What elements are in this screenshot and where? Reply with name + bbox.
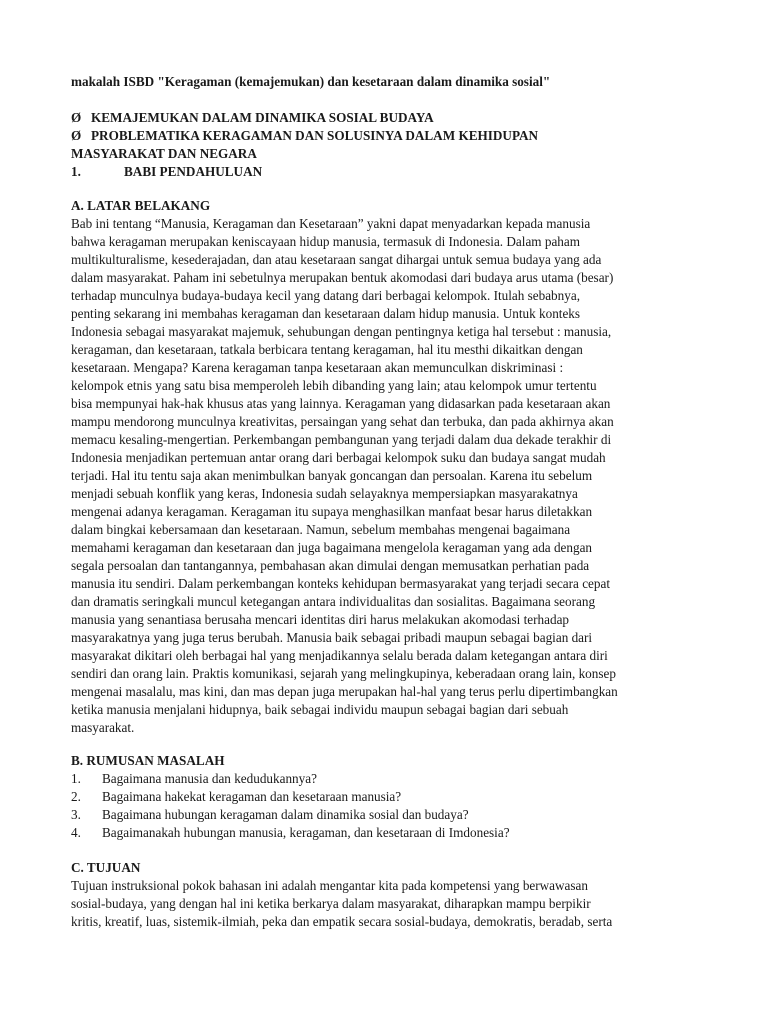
list-item-number: 1. (71, 771, 81, 786)
paragraph-line: terjadi. Hal itu tentu saja akan menimbulkan banyak goncangan dan persoalan. Karena itu sebelum (71, 468, 593, 483)
list-item (71, 824, 701, 842)
section-c-heading: C. TUJUAN (71, 860, 141, 875)
paragraph-line: ketika manusia menjalani hidupnya, baik sebagai individu maupun sebagai bagian dari sebuah (71, 702, 569, 717)
bullet-icon: Ø (71, 110, 82, 125)
chapter-number: 1. (71, 164, 81, 179)
outline-item-text: KEMAJEMUKAN DALAM DINAMIKA SOSIAL BUDAYA (91, 110, 434, 125)
list-item-text: Bagaimana hubungan keragaman dalam dinamika sosial dan budaya? (102, 807, 469, 822)
list-item-text: Bagaimana manusia dan kedudukannya? (102, 771, 317, 786)
paragraph-line: manusia yang senantiasa berusaha mencari identitas diri harus melakukan akomodasi terhadap (71, 612, 570, 627)
paragraph-line: manusia itu sendiri. Dalam perkembangan konteks kehidupan bermasyarakat yang terjadi secara cepat (71, 576, 611, 591)
outline-item (71, 127, 701, 145)
paragraph-line: dan dramatis seringkali muncul ketegangan antara individualitas dan sosialitas. Bagaimana seorang (71, 594, 596, 609)
outline-item-text: PROBLEMATIKA KERAGAMAN DAN SOLUSINYA DALAM KEHIDUPAN (91, 128, 539, 143)
chapter-title: BABI PENDAHULUAN (124, 164, 263, 179)
paragraph-line: penting sekarang ini membahas keragaman dan kesetaraan dalam hidup manusia. Untuk konteks (71, 306, 581, 321)
list-item-number: 2. (71, 789, 81, 804)
paragraph-line: kritis, kreatif, luas, sistemik-ilmiah, peka dan empatik secara sosial-budaya, demokratis, beradab, serta (71, 914, 613, 929)
paragraph-line: sendiri dan orang lain. Praktis komunikasi, sejarah yang melingkupinya, keberadaan orang lain, konsep (71, 666, 616, 681)
outline-list (71, 109, 701, 181)
paragraph-line: dalam masyarakat. Paham ini sebetulnya merupakan bentuk akomodasi dari budaya arus utama (besar) (71, 270, 614, 285)
paragraph-line: memahami keragaman dan kesetaraan dan juga bagaimana mengelola keragaman yang ada dengan (71, 540, 593, 555)
chapter-heading (71, 163, 701, 181)
paragraph-line: memacu kesaling-mengertian. Perkembangan pembangunan yang terjadi dalam dua dekade terakhir di (71, 432, 612, 447)
list-item (71, 770, 701, 788)
list-item (71, 806, 701, 824)
paragraph-line: masyarakat dikitari oleh berbagai hal yang menjadikannya selalu berada dalam ketegangan antara diri (71, 648, 608, 663)
paragraph-line: menjadi sebuah konflik yang keras, Indonesia sudah selayaknya mempersiapkan masyarakatnya (71, 486, 578, 501)
list-item-number: 3. (71, 807, 81, 822)
paragraph-line: kelompok etnis yang satu bisa memperoleh lebih dibanding yang lain; atau kelompok umur tertentu (71, 378, 597, 393)
section-a-body (71, 215, 701, 737)
paragraph-line: mengenai adanya keragaman. Keragaman itu supaya menghasilkan manfaat besar harus diletakkan (71, 504, 593, 519)
paragraph-line: dalam bingkai kebersamaan dan kesetaraan. Namun, sebelum membahas mengenai bagaimana (71, 522, 571, 537)
paragraph-line: mampu mendorong munculnya kreativitas, persaingan yang sehat dan terbuka, dan pada akhirnya akan (71, 414, 614, 429)
section-c-body (71, 877, 701, 931)
paragraph-line: multikulturalisme, kesederajadan, dan atau kesetaraan sangat dihargai untuk semua budaya yang ada (71, 252, 602, 267)
paragraph-line: mengenai masalalu, mas kini, dan mas depan juga merupakan hal-hal yang terus perlu dipertimbangkan (71, 684, 618, 699)
paragraph-line: segala persoalan dan tantangannya, pembahasan akan dimulai dengan memusatkan perhatian pada (71, 558, 590, 573)
paragraph-line: masyarakatnya yang juga terus berubah. Manusia baik sebagai pribadi maupun sebagai bagian dari (71, 630, 593, 645)
paragraph-line: Bab ini tentang “Manusia, Keragaman dan Kesetaraan” yakni dapat menyadarkan kepada manusia (71, 216, 591, 231)
bullet-icon: Ø (71, 128, 82, 143)
paragraph-line: masyarakat. (71, 720, 135, 735)
list-item (71, 788, 701, 806)
section-a-heading: A. LATAR BELAKANG (71, 198, 211, 213)
list-item-number: 4. (71, 825, 81, 840)
outline-item (71, 109, 701, 127)
document-title: makalah ISBD "Keragaman (kemajemukan) dan kesetaraan dalam dinamika sosial" (71, 74, 551, 89)
paragraph-line: bahwa keragaman merupakan keniscayaan hidup manusia, termasuk di Indonesia. Dalam paham (71, 234, 581, 249)
paragraph-line: kesetaraan. Mengapa? Karena keragaman tanpa kesetaraan akan memunculkan diskriminasi : (71, 360, 564, 375)
paragraph-line: keragaman, dan kesetaraan, tatkala berbicara tentang keragaman, hal itu mesthi dikaitkan dengan (71, 342, 583, 357)
list-item-text: Bagaimanakah hubungan manusia, keragaman, dan kesetaraan di Imdonesia? (102, 825, 510, 840)
outline-continuation: MASYARAKAT DAN NEGARA (71, 146, 257, 161)
paragraph-line: sosial-budaya, yang dengan hal ini ketika berkarya dalam masyarakat, diharapkan mampu berpikir (71, 896, 591, 911)
list-item-text: Bagaimana hakekat keragaman dan kesetaraan manusia? (102, 789, 402, 804)
paragraph-line: Tujuan instruksional pokok bahasan ini adalah mengantar kita pada kompetensi yang berwawasan (71, 878, 588, 893)
paragraph-line: Indonesia sebagai masyarakat majemuk, sehubungan dengan pentingnya ketiga hal tersebut : manusia, (71, 324, 612, 339)
paragraph-line: Indonesia menjadikan pertemuan antar orang dari berbagai kelompok suku dan budaya sangat mudah (71, 450, 606, 465)
problem-list (71, 770, 701, 842)
paragraph-line: bisa mempunyai hak-hak khusus atas yang lainnya. Keragaman yang didasarkan pada kesetaraan akan (71, 396, 611, 411)
paragraph-line: terhadap munculnya budaya-budaya kecil yang datang dari berbagai kelompok. Itulah sebabnya, (71, 288, 580, 303)
section-b-heading: B. RUMUSAN MASALAH (71, 753, 225, 768)
